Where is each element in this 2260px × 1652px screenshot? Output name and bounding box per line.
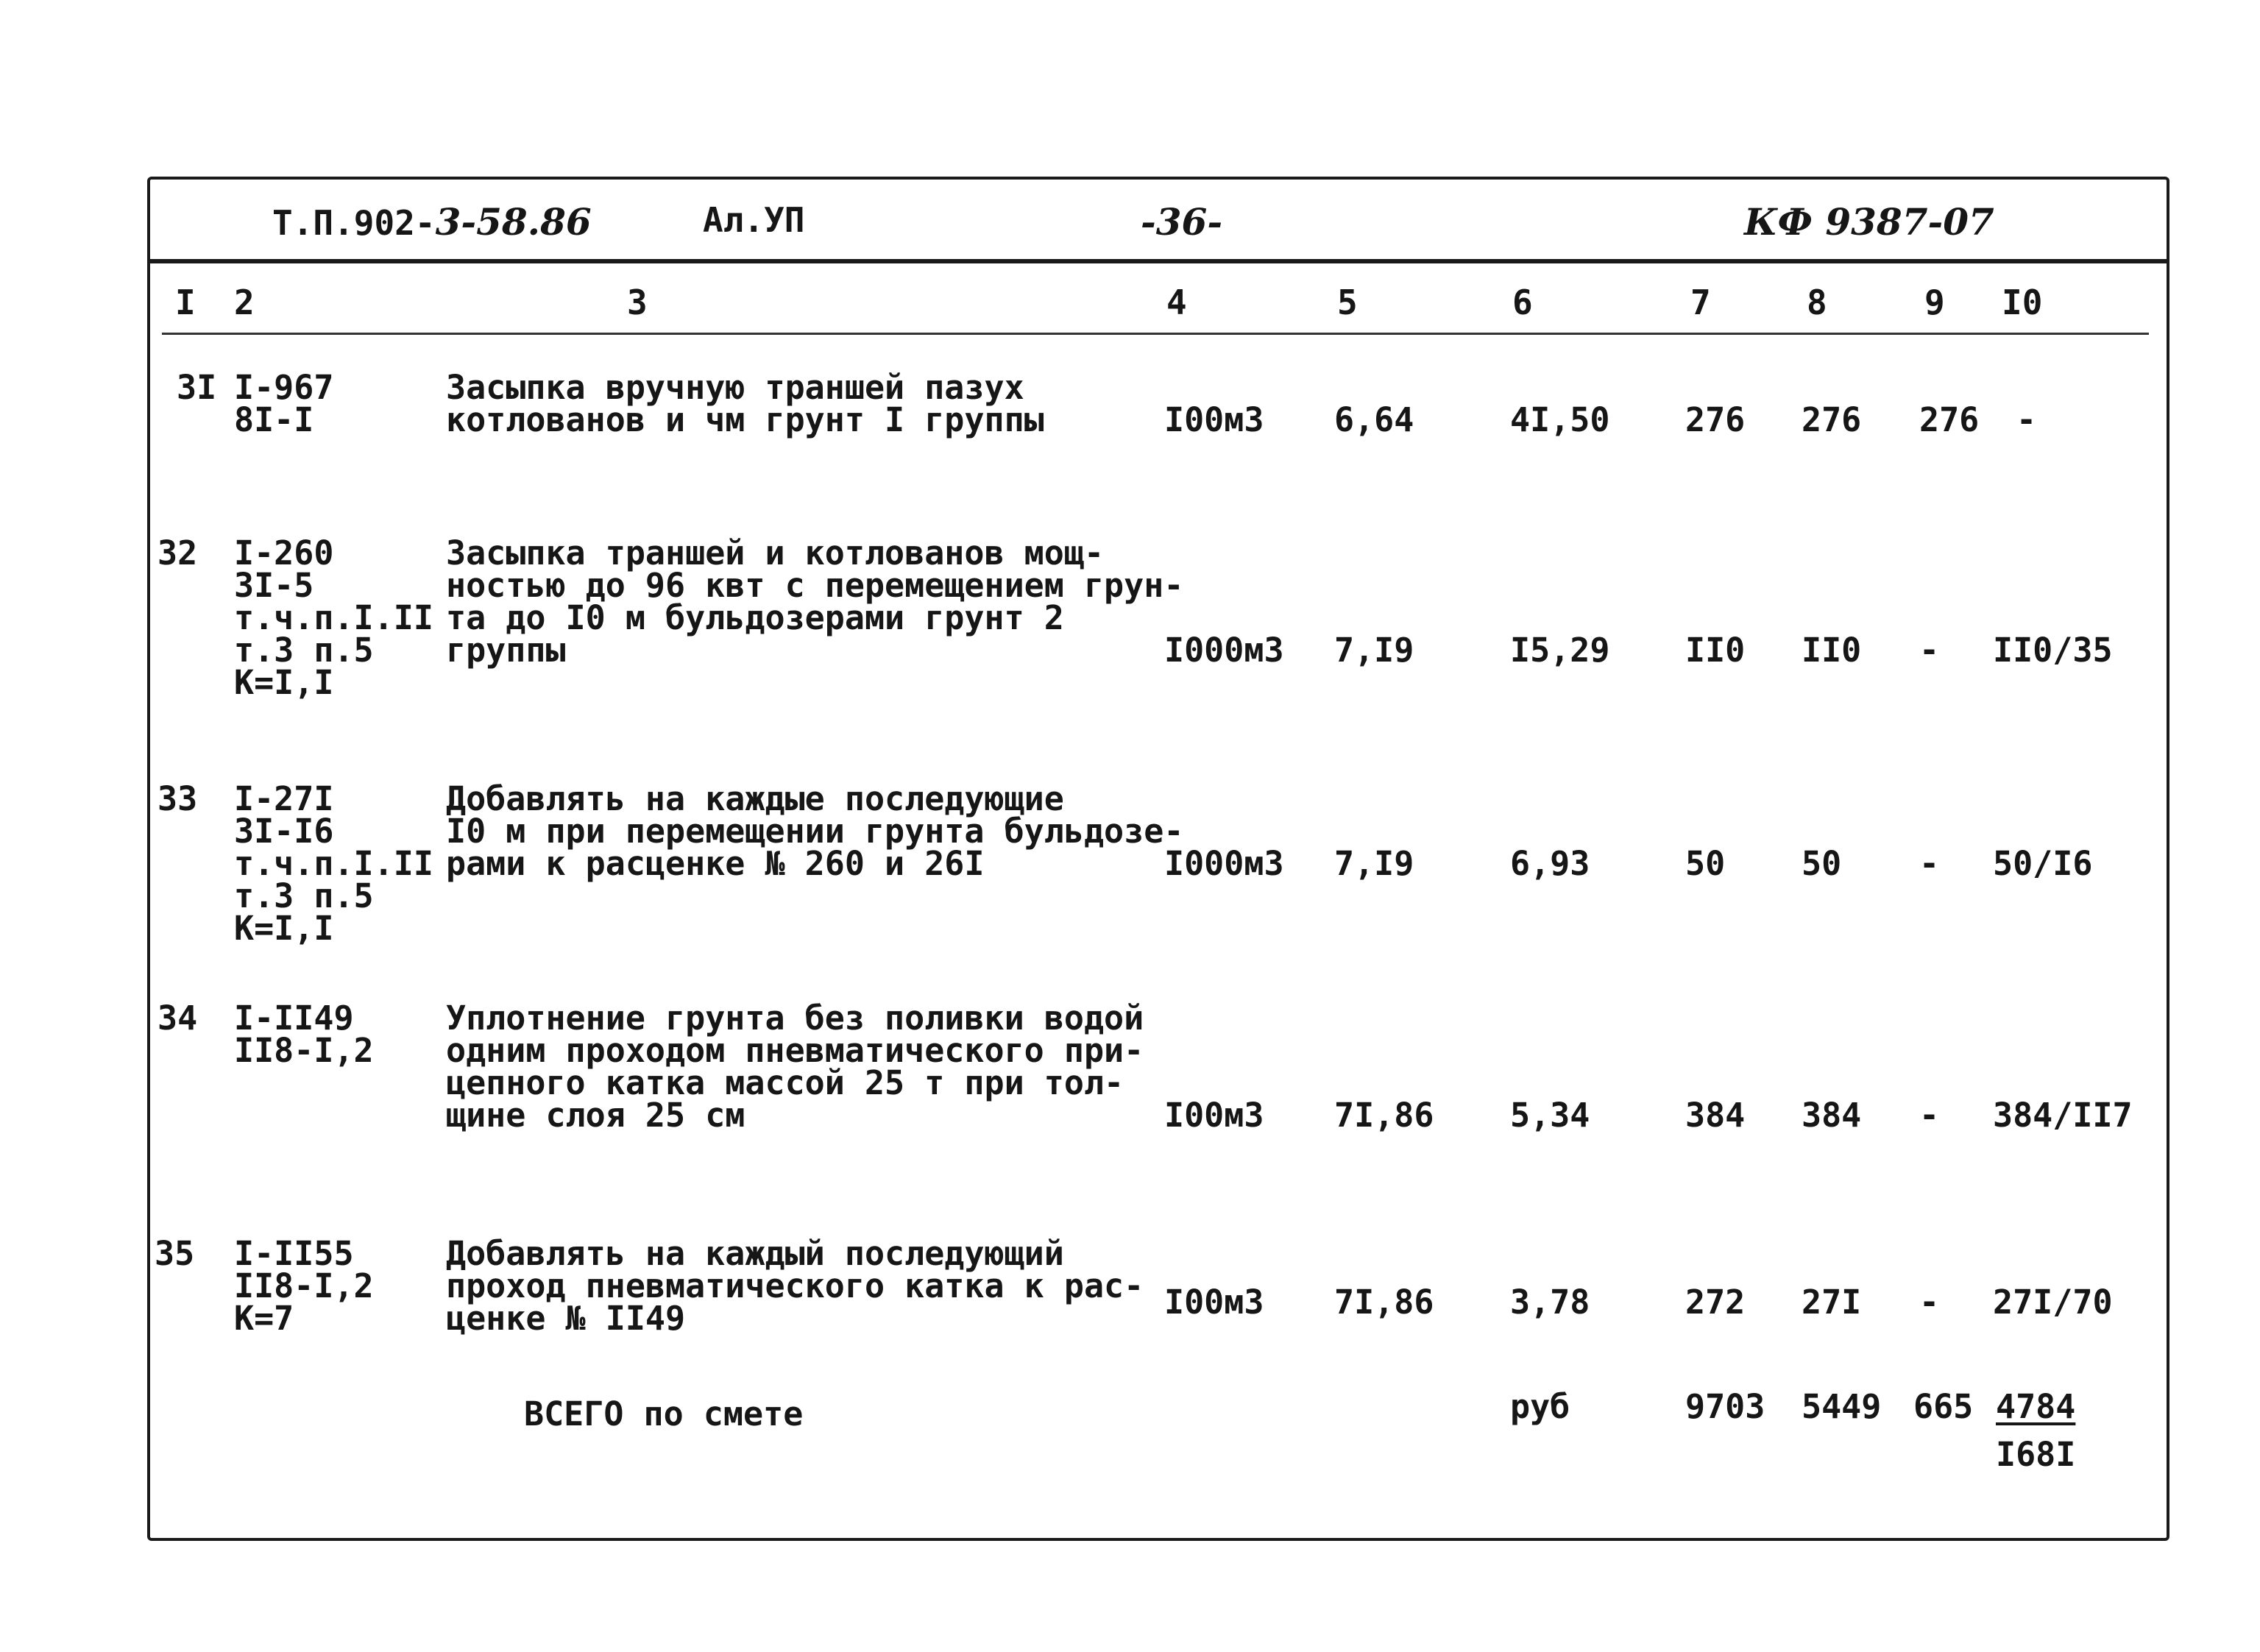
row-number: 35 xyxy=(155,1234,195,1273)
column-header-1: I xyxy=(175,283,196,322)
summary-machines: 665 xyxy=(1913,1387,1974,1426)
row-codes: I-II49 II8-I,2 xyxy=(234,999,374,1070)
row-unit: I00м3 xyxy=(1164,1096,1264,1135)
row-description: Уплотнение грунта без поливки водой одним проходом пневматического при- цепного катка массой 25 т при тол- щине слоя 25 см xyxy=(446,999,1144,1135)
row-machines: - xyxy=(1919,844,1940,883)
row-total: 50 xyxy=(1685,844,1726,883)
row-wages: 50/I6 xyxy=(1993,844,2093,883)
summary-unit: руб xyxy=(1510,1387,1570,1426)
column-header-5: 5 xyxy=(1337,283,1358,322)
row-quantity: 7I,86 xyxy=(1334,1096,1434,1135)
row-quantity: 7,I9 xyxy=(1334,631,1414,670)
album-label: Ал.УП xyxy=(703,200,805,240)
row-quantity: 6,64 xyxy=(1334,400,1414,439)
row-wages: 27I/70 xyxy=(1993,1283,2113,1322)
column-header-7: 7 xyxy=(1690,283,1711,322)
summary-label: ВСЕГО по смете xyxy=(524,1394,804,1433)
row-total: 384 xyxy=(1685,1096,1746,1135)
row-basic: II0 xyxy=(1802,631,1862,670)
row-basic: 50 xyxy=(1802,844,1842,883)
page-number: -36- xyxy=(1141,200,1223,244)
row-description: Добавлять на каждый последующий проход пневматического катка к рас- ценке № II49 xyxy=(446,1234,1144,1338)
row-description: Добавлять на каждые последующие I0 м при перемещении грунта бульдозе- рами к расценке № 260 и 26I xyxy=(446,779,1184,883)
row-basic: 276 xyxy=(1802,400,1862,439)
header-divider xyxy=(147,259,2169,263)
document-stamp: КФ 9387-07 xyxy=(1744,200,1994,244)
row-quantity: 7I,86 xyxy=(1334,1283,1434,1322)
column-header-divider xyxy=(162,333,2149,335)
row-basic: 384 xyxy=(1802,1096,1862,1135)
row-unit-price: I5,29 xyxy=(1510,631,1610,670)
summary-total: 9703 xyxy=(1685,1387,1765,1426)
row-unit-price: 4I,50 xyxy=(1510,400,1610,439)
doc-code-printed: Т.П.902- xyxy=(272,203,436,243)
row-codes: I-260 3I-5 т.ч.п.I.II т.3 п.5 К=I,I xyxy=(234,533,433,702)
row-total: 276 xyxy=(1685,400,1746,439)
row-number: 34 xyxy=(157,999,198,1038)
row-machines: - xyxy=(1919,1283,1940,1322)
row-number: 3I xyxy=(177,368,217,407)
summary-wages-top: 4784 xyxy=(1996,1387,2076,1426)
column-header-10: I0 xyxy=(2002,283,2043,322)
row-machines: - xyxy=(1919,631,1940,670)
row-total: II0 xyxy=(1685,631,1746,670)
doc-code-handwritten: 3-58.86 xyxy=(435,200,592,244)
row-description: Засыпка траншей и котлованов мощ- ностью до 96 квт с перемещением грун- та до I0 м бульдозерами грунт 2 группы xyxy=(446,533,1184,670)
row-wages: 384/II7 xyxy=(1993,1096,2133,1135)
summary-basic: 5449 xyxy=(1802,1387,1882,1426)
row-unit: I000м3 xyxy=(1164,844,1284,883)
row-number: 33 xyxy=(157,779,198,818)
row-unit-price: 6,93 xyxy=(1510,844,1590,883)
row-unit-price: 3,78 xyxy=(1510,1283,1590,1322)
row-machines: 276 xyxy=(1919,400,1980,439)
row-total: 272 xyxy=(1685,1283,1746,1322)
row-number: 32 xyxy=(157,533,198,572)
row-unit: I00м3 xyxy=(1164,400,1264,439)
column-header-2: 2 xyxy=(234,283,255,322)
column-header-6: 6 xyxy=(1512,283,1533,322)
doc-code xyxy=(272,200,592,244)
row-codes: I-967 8I-I xyxy=(234,368,334,439)
row-quantity: 7,I9 xyxy=(1334,844,1414,883)
row-codes: I-II55 II8-I,2 К=7 xyxy=(234,1234,374,1338)
column-header-9: 9 xyxy=(1924,283,1945,322)
row-wages: - xyxy=(2016,400,2037,439)
row-basic: 27I xyxy=(1802,1283,1862,1322)
row-machines: - xyxy=(1919,1096,1940,1135)
row-unit: I00м3 xyxy=(1164,1283,1264,1322)
row-description: Засыпка вручную траншей пазух котлованов и чм грунт I группы xyxy=(446,368,1044,439)
column-header-3: 3 xyxy=(627,283,648,322)
column-header-4: 4 xyxy=(1166,283,1187,322)
row-codes: I-27I 3I-I6 т.ч.п.I.II т.3 п.5 К=I,I xyxy=(234,779,433,948)
column-header-8: 8 xyxy=(1807,283,1827,322)
summary-wages-bottom: I68I xyxy=(1996,1435,2076,1474)
row-unit: I000м3 xyxy=(1164,631,1284,670)
row-wages: II0/35 xyxy=(1993,631,2113,670)
row-unit-price: 5,34 xyxy=(1510,1096,1590,1135)
